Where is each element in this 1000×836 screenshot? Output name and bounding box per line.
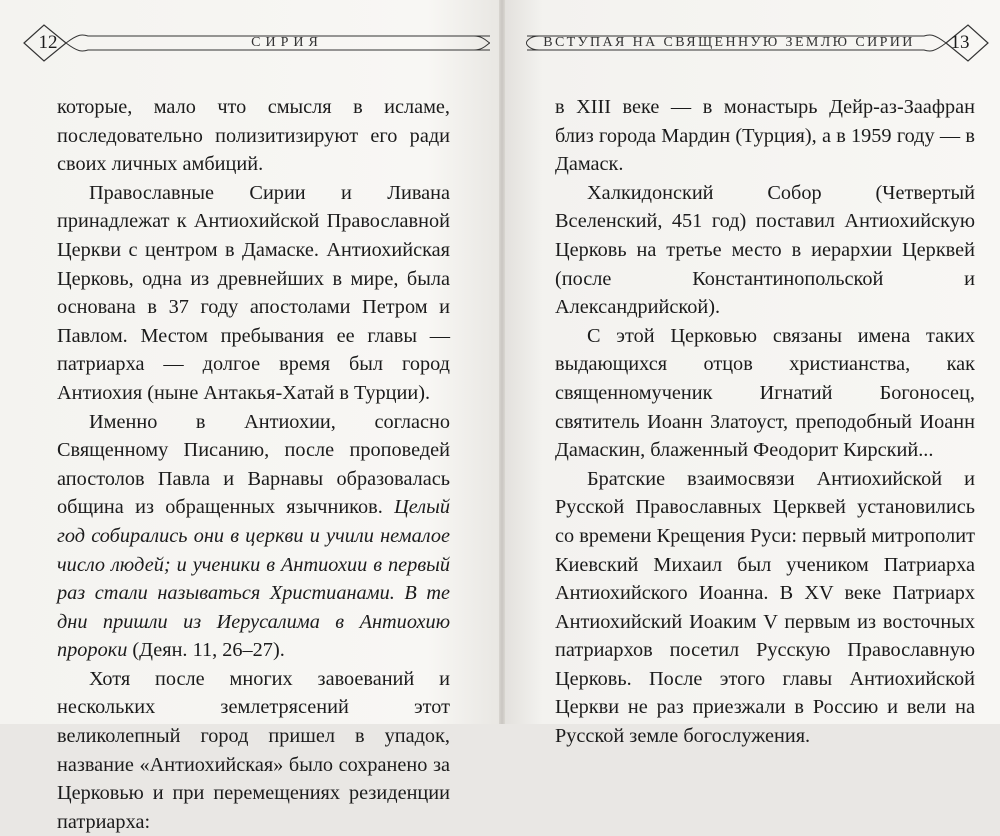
scripture-quote: Целый год собирались они в церкви и учили немалое число людей; и ученики в Антиохии в первый раз стали называться Христианами. В те дни пришли из Иерусалима в Антиохию пророки: [57, 496, 450, 662]
paragraph: Халкидонский Собор (Четвертый Вселенский, 451 год) поставил Антиохийскую Церковь на третье место в иерархии Церквей (после Константинопольской и Александрийской).: [555, 181, 975, 319]
paragraph: которые, мало что смысля в исламе, последовательно полизитизируют его ради своих личных амбиций.: [57, 96, 450, 176]
right-page: [503, 0, 1000, 748]
paragraph: Православные Сирии и Ливана принадлежат к Антиохийской Православной Церкви с центром в Дамаске. Антиохийская Церковь, одна из древнейших в мире, была основана в 37 году апостолами Петром и Павлом. Местом пребывания ее главы — патриарха — долгое время был город Антиохия (ныне Антакья-Хатай в Турции).: [57, 181, 450, 404]
page-number: 13: [950, 32, 970, 53]
scripture-reference: (Деян. 11, 26–27).: [127, 639, 285, 662]
book-gutter: [499, 0, 505, 724]
paragraph: в XIII веке — в монастырь Дейр-аз-Заафран близ города Мардин (Турция), а в 1959 году — в Дамаск.: [555, 96, 975, 176]
paragraph: С этой Церковью связаны имена таких выдающихся отцов христианства, как священномученик Игнатий Богоносец, святитель Иоанн Златоуст, преподобный Иоанн Дамаскин, блаженный Феодорит Кирский...: [555, 324, 975, 462]
paragraph: Братские взаимосвязи Антиохийской и Русской Православных Церквей установились со времени Крещения Руси: первый митрополит Киевский Михаил был учеником Патриарха Антиохийского Иоанна. В XV веке Патриарх Антиохийский Иоаким V первым из восточных патриархов посетил Русскую Православную Церковь. После этого главы Антиохийской Церкви не раз приезжали в Россию и вели на Русской земле богослужения.: [555, 467, 975, 748]
paragraph: Хотя после многих завоеваний и нескольких землетрясений этот великолепный город пришел в упадок, название «Антиохийская» было сохранено за Церковью и при перемещениях резиденции патриарха:: [57, 667, 450, 833]
right-page-text: [555, 93, 975, 751]
paragraph: [57, 408, 450, 665]
paragraph-text: Именно в Антиохии, согласно Священному Писанию, после проповедей апостолов Павла и Варнавы образовалась община из обращенных язычников.: [57, 410, 450, 519]
running-header-right: [525, 22, 990, 64]
left-page-text: [57, 93, 450, 836]
page-number: 12: [38, 32, 58, 53]
running-header-left: [22, 22, 492, 64]
running-title: СИРИЯ: [251, 35, 323, 50]
running-title: ВСТУПАЯ НА СВЯЩЕННУЮ ЗЕМЛЮ СИРИИ: [543, 35, 915, 50]
